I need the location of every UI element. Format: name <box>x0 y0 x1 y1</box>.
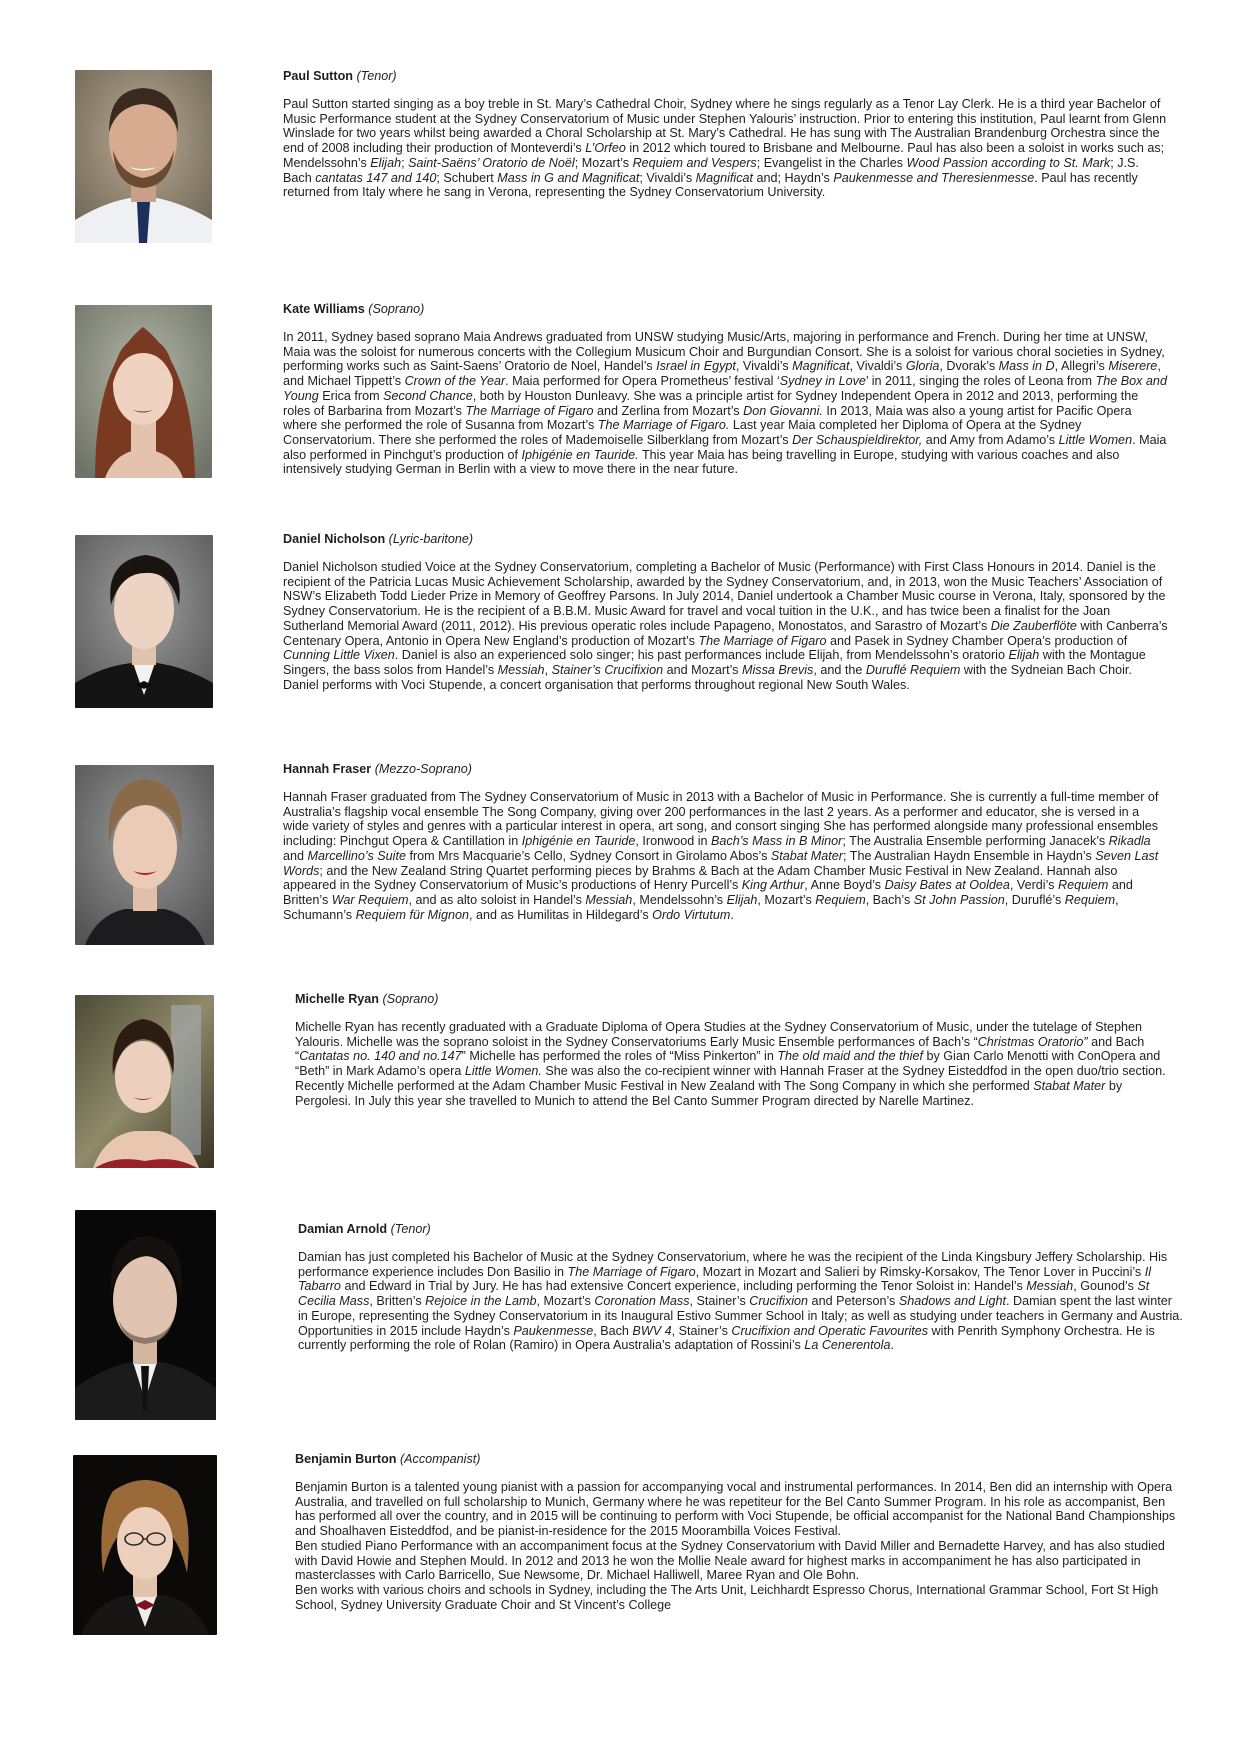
work-title: Mass in D <box>998 359 1055 374</box>
work-title: Elijah <box>726 892 758 907</box>
work-title: Daisy Bates at Ooldea <box>884 878 1010 893</box>
bio-text: , Dvorak’s <box>939 359 999 374</box>
bio-text: She was also the co-recipient winner with Hannah Fraser at the Sydney Eisteddfod in the open duo/trio section. Recently Michelle performed at the Adam Chamber Music Festival in New Zealand with The Song Company in which she performed <box>295 1064 1166 1093</box>
bio-text: , Verdi’s <box>1009 878 1058 893</box>
bio-body <box>283 560 1168 692</box>
performer-name: Hannah Fraser <box>283 762 372 776</box>
work-title: Little Women <box>1058 432 1133 447</box>
bio-text: ; <box>401 155 409 170</box>
work-title: Crucifixion <box>749 1294 809 1309</box>
performer-role: (Lyric-baritone) <box>388 532 474 546</box>
bio-text: , Gounod’s <box>1073 1279 1138 1294</box>
bio-text: and Bach “ <box>295 1034 1145 1064</box>
work-title: Bach’s Mass in B Minor <box>711 834 843 849</box>
bio-text: , Ironwood in <box>635 834 712 849</box>
bio-text: with the Montague Singers, the bass solos from Handel’s <box>283 648 1146 677</box>
bio-text: and <box>283 848 308 863</box>
work-title: Crown of the Year <box>404 374 506 389</box>
work-title: The Marriage of Figaro <box>567 1264 696 1279</box>
portrait-photo <box>75 535 213 708</box>
portrait-photo <box>75 995 214 1168</box>
bio-text: Ben studied Piano Performance with an accompaniment focus at the Sydney Conservatorium with David Miller and Bernadette Harvey, and has also studied with David Howie and Stephen Mould. In 2012 and 2013 he won the Mollie Neale award for highest marks in accompaniment he has also participated in masterclasses with Carlo Barricello, Sue Newsome, Dr. Michael Halliwell, Maree Ryan and Ole Bohn. <box>295 1538 1165 1583</box>
portrait-photo <box>73 1455 217 1635</box>
bio-text: . <box>890 1338 894 1353</box>
performer-name: Kate Williams <box>283 302 365 316</box>
work-title: Paukenmesse <box>513 1323 594 1338</box>
bio-text: from Mrs Macquarie’s Cello, Sydney Consort in Girolamo Abos’s <box>405 848 771 863</box>
portrait-photo <box>75 1210 216 1420</box>
bio-text: and Pasek in Sydney Chamber Opera’s production of <box>826 633 1128 648</box>
bio-text: Last year Maia completed her Diploma of Opera at the Sydney Conservatorium. There she performed the roles of Mademoiselle Silberklang from Mozart’s <box>283 418 1082 447</box>
bio-text: , Stainer’s <box>689 1294 750 1309</box>
work-title: Requiem <box>1057 878 1109 893</box>
bio-text: in 2012 which toured to Brisbane and Melbourne. Paul has also been a soloist in works such as; Mendelssohn’s <box>283 141 1165 170</box>
work-title: Seven Last Words <box>283 848 1159 878</box>
bio-text: and Amy from Adamo’s <box>922 432 1059 447</box>
work-title: BWV 4 <box>632 1323 672 1338</box>
bio-text: , Vivaldi’s <box>849 359 906 374</box>
bio-heading <box>283 762 1168 777</box>
bio-text: ; The Australian Haydn Ensemble in Haydn’s <box>843 848 1096 863</box>
work-title: The old maid and the thief <box>777 1049 923 1064</box>
portrait-photo <box>75 70 212 243</box>
performer-name: Daniel Nicholson <box>283 532 386 546</box>
bio-text: ; The Australia Ensemble performing Janacek’s <box>842 834 1109 849</box>
work-title: Messiah <box>497 662 545 677</box>
work-title: St Cecilia Mass <box>298 1279 1150 1309</box>
bio-text: , Mozart’s <box>536 1294 595 1309</box>
bio-text: ; Vivaldi’s <box>639 170 696 185</box>
performer-name: Michelle Ryan <box>295 992 379 1006</box>
bio-text: and Edward in Trial by Jury. He has had extensive Concert experience, including performing the Tenor Soloist in: Handel’s <box>340 1279 1027 1294</box>
performer-name: Paul Sutton <box>283 69 353 83</box>
bio-paragraph <box>295 1020 1180 1108</box>
portrait-photo <box>75 765 214 945</box>
bio-text: , Allegri’s <box>1054 359 1109 374</box>
bio-text: In 2011, Sydney based soprano Maia Andrews graduated from UNSW studying Music/Arts, majoring in performance and French. During her time at UNSW, Maia was the soloist for numerous concerts with the Collegium Musicum Choir and Burgundian Consort. She is a soloist for various choral societies in Sydney, performing works such as Saint-Saens’ Oratorio de Noel, Handel’s <box>283 330 1165 374</box>
work-title: Crucifixion and Operatic Favourites <box>731 1323 929 1338</box>
bio-text: ; J.S. Bach <box>283 155 1139 185</box>
bio-text: Daniel Nicholson studied Voice at the Sydney Conservatorium, completing a Bachelor of Music (Performance) with First Class Honours in 2014. Daniel is the recipient of the Patricia Lucas Music Achievement Scholarship, awarded by the Sydney Conservatorium, and, in 2013, won the Music Teachers’ Association of NSW’s Elizabeth Todd Lieder Prize in Memory of Geoffrey Parsons. In July 2014, Daniel undertook a Chamber Music course in Verona, Italy, sponsored by the Sydney Conservatorium. He is the recipient of a B.B.M. Music Award for travel and vocal tuition in the U.K., and has twice been a finalist for the Joan Sutherland Memorial Award (2011, 2012). His previous operatic roles include Papageno, Monostatos, and Sarastro of Mozart’s <box>283 560 1166 633</box>
work-title: Der Schauspieldirektor, <box>792 432 923 447</box>
work-title: Stabat Mater <box>1033 1078 1106 1093</box>
bio-text: , <box>544 662 552 677</box>
bio-text: . Damian spent the last winter in Europe, representing the Sydney Conservatorium in its Inaugural Estivo Summer School in Italy; as well as studying under teachers in Germany and Austria. Opportunities in 2015 include Haydn’s <box>298 1294 1183 1338</box>
work-title: St John Passion <box>913 892 1005 907</box>
bio-text: Michelle Ryan has recently graduated with a Graduate Diploma of Opera Studies at the Sydney Conservatorium of Music, under the tutelage of Stephen Yalouris. Michelle was the soprano soloist in the Sydney Conservatoriums Early Music Ensemble performances of Bach’s “ <box>295 1020 1143 1049</box>
bio-text: , Vivaldi’s <box>735 359 793 374</box>
bio-text: Hannah Fraser graduated from The Sydney Conservatorium of Music in 2013 with a Bachelor of Music in Performance. She is currently a full-time member of Australia’s flagship vocal ensemble The Song Company, giving over 200 performances in the last 2 years. As a performer and educator, she is versed in a wide variety of styles and genres with a particular interest in opera, art song, and consort singing She has performed alongside many professional ensembles including: Pinchgut Opera & Cantillation in <box>283 790 1159 849</box>
bio-heading <box>298 1222 1183 1237</box>
work-title: Requiem and Vespers <box>632 155 757 170</box>
bio-text: , and the <box>813 662 866 677</box>
work-title: Magnificat <box>792 359 850 374</box>
work-title: Requiem <box>815 892 866 907</box>
bio-body <box>283 790 1168 922</box>
work-title: Magnificat <box>695 170 754 185</box>
work-title: Paukenmesse and Theresienmesse <box>833 170 1035 185</box>
bio-text: by Pergolesi. In July this year she travelled to Munich to attend the Bel Canto Summer Program directed by Narelle Martinez. <box>295 1078 1123 1108</box>
work-title: La Cenerentola <box>804 1338 891 1353</box>
bio-text: , and Michael Tippett’s <box>283 359 1161 389</box>
bio-text: by Gian Carlo Menotti with ConOpera and “Beth” in Mark Adamo’s opera <box>295 1049 1161 1079</box>
work-title: The Marriage of Figaro <box>465 403 594 418</box>
bio-text: Ben works with various choirs and schools in Sydney, including the The Arts Unit, Leichhardt Espresso Chorus, International Grammar School, Fort St High School, Sydney University Graduate Choir and St Vincent’s College <box>295 1582 1159 1612</box>
bio-text: and; Haydn’s <box>753 170 834 185</box>
bio-text: , and as Humilitas in Hildegard’s <box>468 907 653 922</box>
portrait-photo <box>75 305 212 478</box>
bio-paragraph <box>283 560 1168 692</box>
work-title: The Marriage of Figaro. <box>597 418 730 433</box>
bio-body <box>295 1480 1180 1612</box>
bio-text: ; Schubert <box>436 170 498 185</box>
work-title: The Box and Young <box>283 374 1167 403</box>
bio-text: In 2013, Maia was also a young artist for Pacific Opera where she performed the role of Susanna from Mozart’s <box>283 403 1132 433</box>
work-title: King Arthur <box>741 878 805 893</box>
work-title: Elijah <box>370 155 402 170</box>
work-title: Iphigénie en Tauride <box>521 834 636 849</box>
work-title: cantatas 147 and 140 <box>315 170 437 185</box>
bio-text: and Zerlina from Mozart’s <box>593 403 744 418</box>
bio-text: . Maia also performed in Pinchgut’s production of <box>283 432 1167 462</box>
bio-text: This year Maia has being travelling in Europe, studying with various coaches and also intensively studying German in Berlin with a view to move there in the near future. <box>283 447 1120 477</box>
bio-paragraph <box>295 1480 1180 1539</box>
work-title: Die Zauberflöte <box>990 618 1077 633</box>
bio-heading <box>295 992 1180 1007</box>
bio-heading <box>295 1452 1180 1467</box>
bio-text: with Canberra’s Centenary Opera, Antonio in Opera New England’s production of Mozart’s <box>283 618 1168 648</box>
bio-text: , Duruflé’s <box>1004 892 1065 907</box>
work-title: Sydney in Love <box>779 374 866 389</box>
bio-text: ; Mozart’s <box>574 155 633 170</box>
bio-text: ; Evangelist in the Charles <box>756 155 907 170</box>
bio-text: , Bach <box>593 1323 633 1338</box>
bio-paragraph <box>295 1539 1180 1583</box>
bio-paragraph <box>298 1250 1183 1353</box>
work-title: The Marriage of Figaro <box>698 633 827 648</box>
work-title: Rejoice in the Lamb <box>425 1294 537 1309</box>
work-title: Don Giovanni. <box>743 403 823 418</box>
bio-text: and Britten’s <box>283 878 1133 907</box>
performer-role: (Tenor) <box>390 1222 431 1236</box>
bio-text: , both by Houston Dunleavy. She was a principle artist for Sydney Independent Opera in 2012 and 2013, performing the roles of Barbarina from Mozart’s <box>283 388 1139 418</box>
work-title: Stabat Mater <box>770 848 843 863</box>
bio-text: Erica from <box>318 388 384 403</box>
bio-text: . Daniel is also an experienced solo singer; his past performances include Elijah, from Mendelssohn’s oratorio <box>394 648 1009 663</box>
work-title: Coronation Mass <box>594 1294 690 1309</box>
bio-text: and Peterson’s <box>808 1294 899 1309</box>
performer-role: (Mezzo-Soprano) <box>374 762 472 776</box>
work-title: Rikadla <box>1108 834 1151 849</box>
bio-text: ’ in 2011, singing the roles of Leona from <box>865 374 1096 389</box>
bio-paragraph <box>283 790 1168 922</box>
work-title: Requiem für Mignon <box>355 907 469 922</box>
work-title: Little Women. <box>464 1064 542 1079</box>
bio-text: Damian has just completed his Bachelor of Music at the Sydney Conservatorium, where he was the recipient of the Linda Kingsbury Jeffery Scholarship. His performance experience includes Don Basilio in <box>298 1250 1168 1279</box>
work-title: Second Chance <box>383 388 473 403</box>
bio-text: . <box>730 907 734 922</box>
work-title: Miserere <box>1108 359 1158 374</box>
work-title: Cantatas no. 140 and no.147 <box>299 1049 462 1064</box>
bio-body <box>298 1250 1183 1353</box>
work-title: War Requiem <box>331 892 409 907</box>
bio-text: , Anne Boyd’s <box>804 878 885 893</box>
work-title: Saint-Saëns’ Oratorio de Noël <box>408 155 575 170</box>
bio-text: , Britten’s <box>369 1294 426 1309</box>
bio-text: Benjamin Burton is a talented young pianist with a passion for accompanying vocal and instrumental performances. In 2014, Ben did an internship with Opera Australia, and travelled on full scholarship to Munich, Germany where he was repetiteur for the Bel Canto Summer Program. In his role as accompanist, Ben has performed all over the country, and in 2015 will be continuing to perform with Voci Stupende, be official accompanist for the National Band Championships and Shoalhaven Eisteddfod, and be pianist-in-residence for the 2015 Moorambilla Voices Festival. <box>295 1480 1176 1539</box>
work-title: Messiah <box>1026 1279 1074 1294</box>
work-title: Stainer’s Crucifixion <box>551 662 664 677</box>
bio-heading <box>283 302 1168 317</box>
work-title: Duruflé Requiem <box>865 662 961 677</box>
work-title: Messiah <box>585 892 633 907</box>
work-title: Wood Passion according to St. Mark <box>906 155 1111 170</box>
bio-body <box>295 1020 1180 1108</box>
work-title: Shadows and Light <box>898 1294 1006 1309</box>
bio-text: ” Michelle has performed the roles of “Miss Pinkerton” in <box>461 1049 778 1064</box>
work-title: Ordo Virtutum <box>652 907 731 922</box>
bio-heading <box>283 532 1168 547</box>
work-title: Marcellino’s Suite <box>307 848 406 863</box>
bio-text: ; and the New Zealand String Quartet performing pieces by Brahms & Bach at the Adam Chamber Music Festival in New Zealand. Hannah also appeared in the Sydney Conservatorium of Music’s productions of Henry Purcell’s <box>283 863 1118 893</box>
work-title: Elijah <box>1008 648 1040 663</box>
bio-text: and Mozart’s <box>663 662 742 677</box>
bio-paragraph <box>283 330 1168 477</box>
bio-text: , Mozart’s <box>757 892 816 907</box>
work-title: Christmas Oratorio” <box>977 1034 1088 1049</box>
work-title: Il Tabarro <box>298 1264 1152 1294</box>
performer-name: Damian Arnold <box>298 1222 388 1236</box>
work-title: Missa Brevis <box>741 662 814 677</box>
work-title: L’Orfeo <box>585 141 626 156</box>
work-title: Requiem <box>1064 892 1116 907</box>
bio-body <box>283 330 1168 477</box>
bio-paragraph <box>295 1583 1180 1612</box>
work-title: Cunning Little Vixen <box>283 648 395 663</box>
work-title: Israel in Egypt <box>656 359 736 374</box>
bio-text: , Stainer’s <box>671 1323 732 1338</box>
work-title: Mass in G and Magnificat <box>497 170 640 185</box>
bio-text: with Penrith Symphony Orchestra. He is currently performing the role of Rolan (Ramiro) in Opera Australia’s adaptation of Rossini’s <box>298 1323 1155 1353</box>
performer-role: (Accompanist) <box>399 1452 481 1466</box>
bio-text: , and as alto soloist in Handel’s <box>408 892 586 907</box>
bio-heading <box>283 69 1168 84</box>
performer-name: Benjamin Burton <box>295 1452 397 1466</box>
bio-text: with the Sydneian Bach Choir. Daniel performs with Voci Stupende, a concert organisation that performs throughout regional New South Wales. <box>283 662 1132 692</box>
bio-text: , Mendelssohn’s <box>632 892 727 907</box>
bio-text: . Paul has recently returned from Italy where he sang in Verona, representing the Sydney Conservatorium University. <box>283 170 1138 200</box>
performer-role: (Soprano) <box>368 302 425 316</box>
bio-text: Paul Sutton started singing as a boy treble in St. Mary’s Cathedral Choir, Sydney where he sings regularly as a Tenor Lay Clerk. He is a third year Bachelor of Music Performance student at the Sydney Conservatorium of Music under Stephen Yalouris’ instruction. Prior to entering this institution, Paul learnt from Glenn Winslade for two years whilst being awarded a Choral Scholarship at St. Mary’s Cathedral. He has sung with The Australian Brandenburg Orchestra since the end of 2008 including their production of Monteverdi’s <box>283 97 1167 156</box>
bio-text: , Bach’s <box>865 892 914 907</box>
work-title: Iphigénie en Tauride. <box>521 447 639 462</box>
performer-role: (Tenor) <box>356 69 397 83</box>
performer-role: (Soprano) <box>382 992 439 1006</box>
bio-body <box>283 97 1168 200</box>
bio-paragraph <box>283 97 1168 200</box>
work-title: Gloria <box>905 359 940 374</box>
bio-text: , Mozart in Mozart and Salieri by Rimsky-Korsakov, The Tenor Lover in Puccini’s <box>695 1264 1145 1279</box>
bio-text: , Schumann’s <box>283 892 1119 922</box>
bio-text: . Maia performed for Opera Prometheus’ festival ‘ <box>505 374 780 389</box>
